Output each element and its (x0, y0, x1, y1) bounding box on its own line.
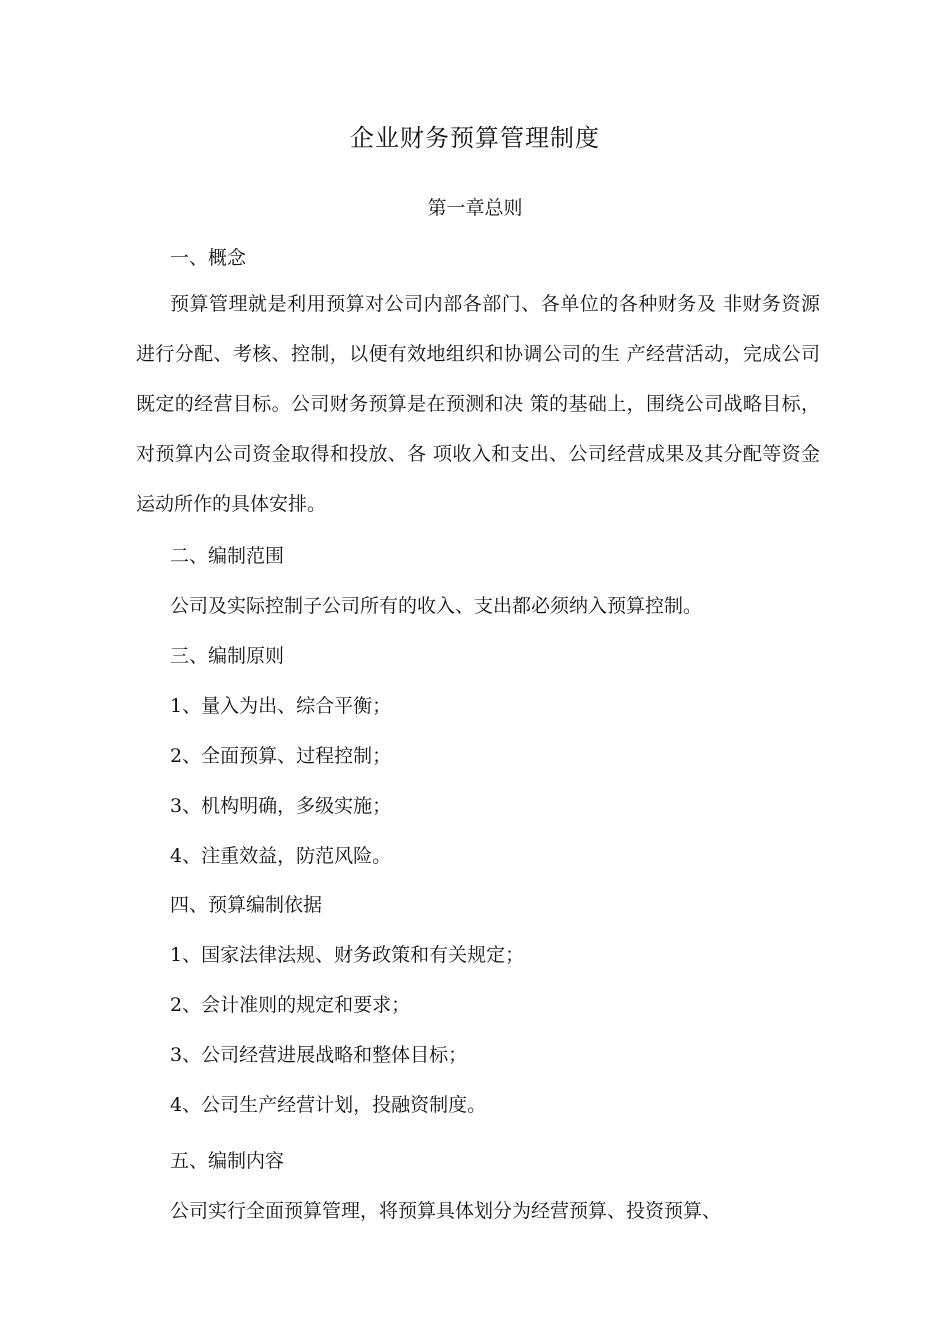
content-text: 公司实行全面预算管理，将预算具体划分为经营预算、投资预算、 (170, 1200, 722, 1222)
principle-item: 4、注重效益，防范风险。 (170, 845, 392, 867)
basis-item: 2、会计准则的规定和要求； (170, 994, 411, 1016)
section-heading-scope: 二、编制范围 (170, 545, 285, 567)
principle-item: 2、全面预算、过程控制； (170, 745, 392, 767)
section-heading-concept: 一、概念 (170, 247, 247, 269)
basis-item: 1、国家法律法规、财务政策和有关规定； (170, 944, 525, 966)
basis-item: 4、公司生产经营计划，投融资制度。 (170, 1094, 487, 1116)
section-heading-content: 五、编制内容 (170, 1150, 285, 1172)
section-heading-basis: 四、预算编制依据 (170, 894, 323, 916)
concept-paragraph: 预算管理就是利用预算对公司内部各部门、各单位的各种财务及 非财务资源进行分配、考核、控制，以便有效地组织和协调公司的生 产经营活动，完成公司既定的经营目标。公司财务预算是在预测和决 策的基础上，围绕公司战略目标，对预算内公司资金取得和投放、各 项收入和支出、公司经营成果及其分配等资金运动所作的具体安排。 (136, 293, 820, 515)
section-heading-principles: 三、编制原则 (170, 645, 285, 667)
basis-item: 3、公司经营进展战略和整体目标； (170, 1044, 468, 1066)
document-title: 企业财务预算管理制度 (350, 124, 600, 152)
principle-item: 1、量入为出、综合平衡； (170, 695, 392, 717)
principle-item: 3、机构明确，多级实施； (170, 795, 392, 817)
scope-text: 公司及实际控制子公司所有的收入、支出都必须纳入预算控制。 (170, 595, 703, 617)
chapter-heading: 第一章总则 (427, 197, 523, 219)
